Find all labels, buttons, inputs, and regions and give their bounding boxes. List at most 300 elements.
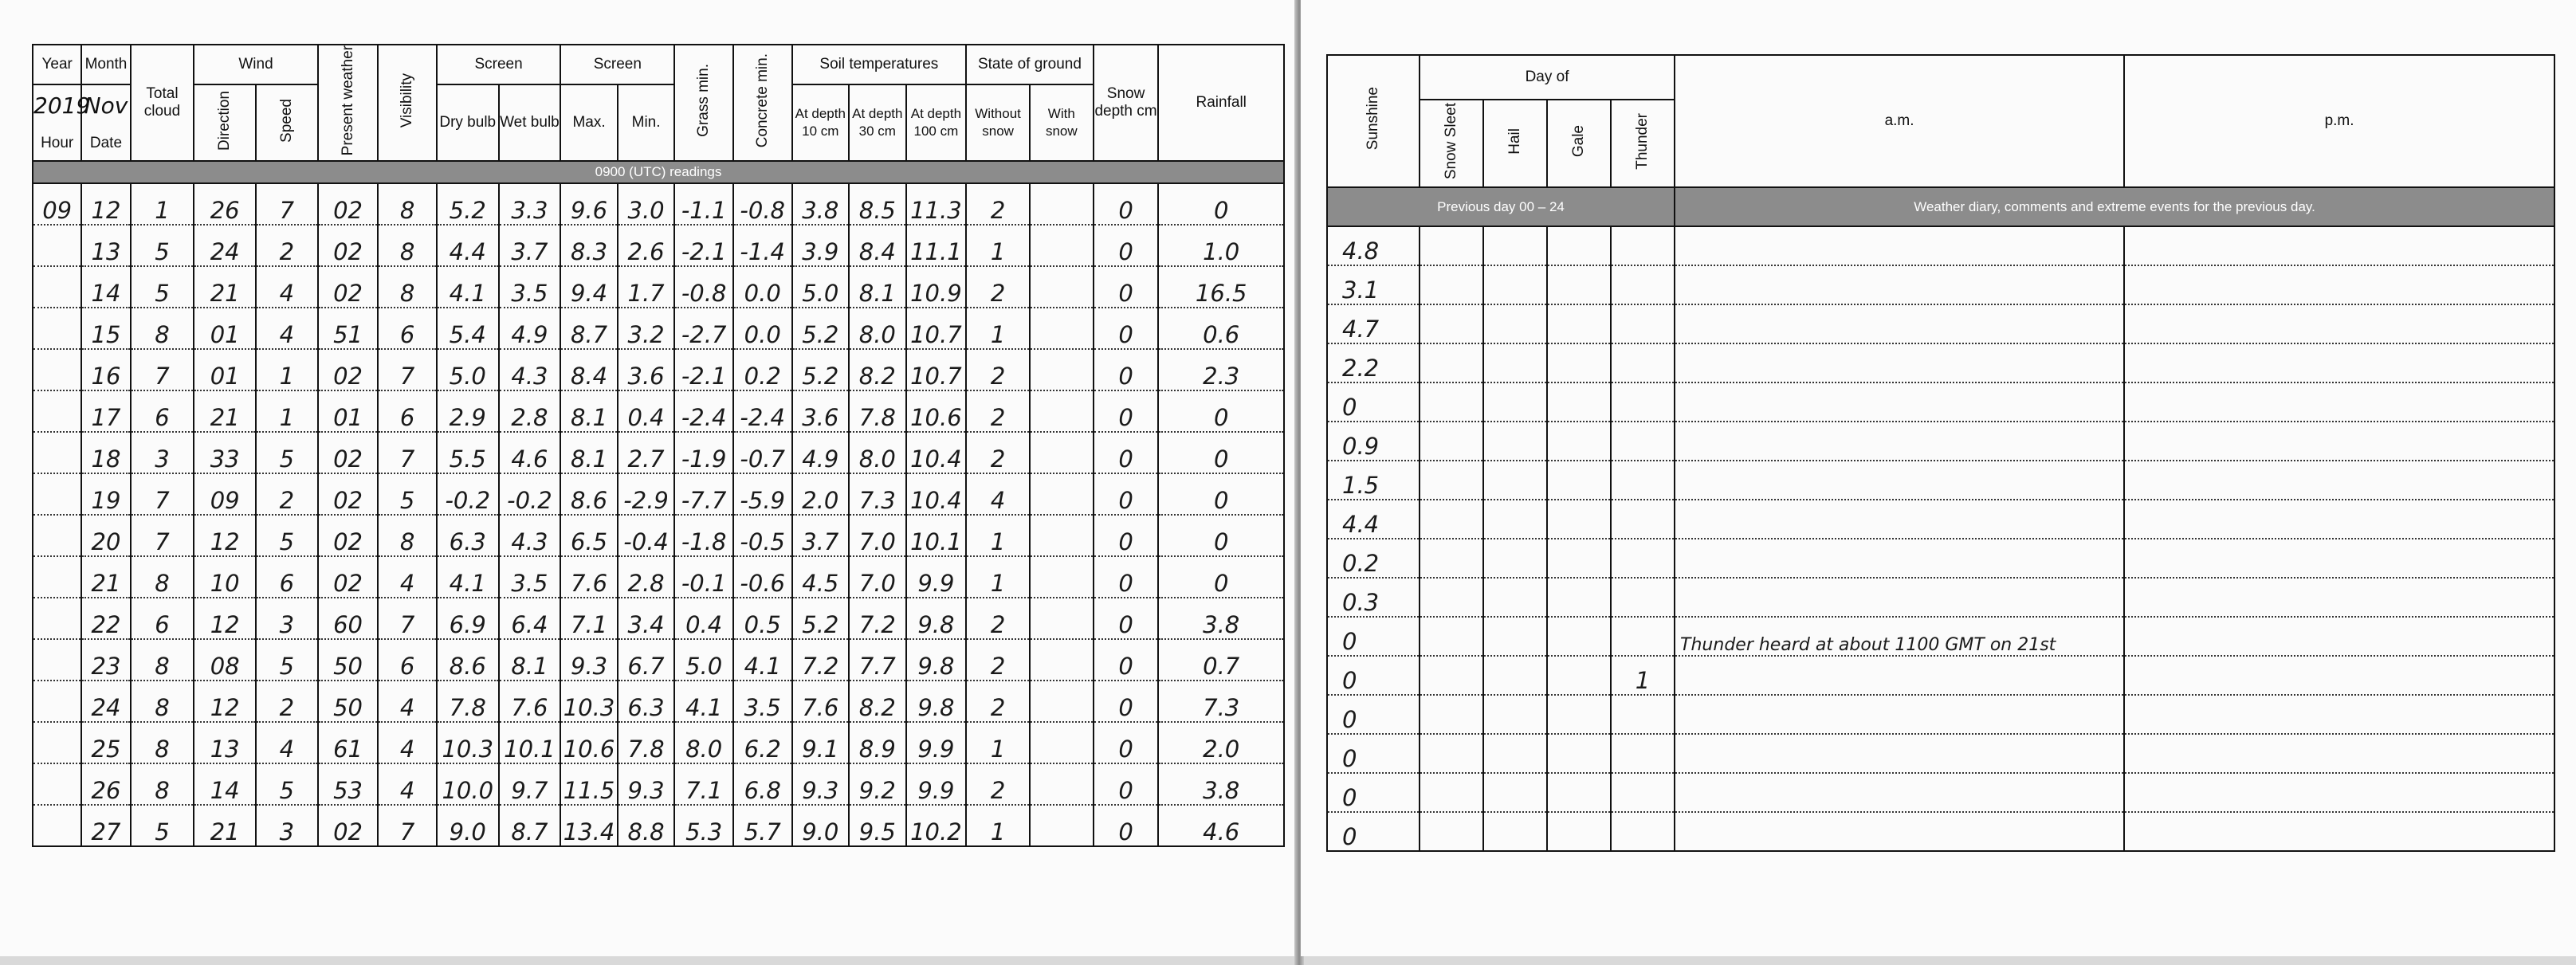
- rainfall-cell: 0: [1158, 390, 1284, 432]
- month-value: Nov: [81, 84, 130, 126]
- wind-direction-cell: 21: [194, 805, 256, 846]
- soil-30cm-cell: 9.2: [849, 763, 906, 805]
- observations-table: [32, 44, 1285, 847]
- soil-10cm-cell: 4.9: [792, 432, 850, 473]
- wind-direction-cell: 12: [194, 681, 256, 722]
- visibility-cell: 4: [378, 556, 437, 598]
- soil-30cm-cell: 8.2: [849, 349, 906, 390]
- wet-bulb-header: Wet bulb: [499, 84, 561, 161]
- snow-sleet-cell: [1420, 265, 1483, 304]
- table-row: [33, 805, 1284, 846]
- snow-sleet-cell: [1420, 773, 1483, 812]
- hail-cell: [1483, 461, 1547, 500]
- present-weather-cell: 50: [318, 639, 379, 681]
- thunder-cell: [1611, 539, 1675, 578]
- table-row: [33, 639, 1284, 681]
- ground-with-snow-cell: [1030, 349, 1094, 390]
- am-note-cell: [1675, 422, 2124, 461]
- hour-cell: [33, 805, 81, 846]
- concrete-min-cell: 4.1: [733, 639, 792, 681]
- rainfall-cell: 3.8: [1158, 598, 1284, 639]
- table-row: [33, 681, 1284, 722]
- snow-depth-cell: 0: [1094, 266, 1159, 308]
- wind-speed-cell: 3: [256, 805, 318, 846]
- snow-depth-cell: 0: [1094, 639, 1159, 681]
- state-of-ground-header: State of ground: [966, 45, 1093, 84]
- screen-max-cell: 8.7: [560, 308, 618, 349]
- date-cell: 18: [81, 432, 130, 473]
- hour-cell: [33, 722, 81, 763]
- sunshine-header: Sunshine: [1327, 55, 1420, 187]
- wind-direction-cell: 09: [194, 473, 256, 515]
- pm-note-cell: [2124, 617, 2554, 656]
- soil-30cm-cell: 7.8: [849, 390, 906, 432]
- soil-10cm-cell: 3.7: [792, 515, 850, 556]
- pm-note-cell: [2124, 422, 2554, 461]
- wet-bulb-cell: 4.6: [499, 432, 561, 473]
- snow-depth-cell: 0: [1094, 225, 1159, 266]
- soil-30cm-cell: 8.5: [849, 183, 906, 225]
- present-weather-cell: 61: [318, 722, 379, 763]
- hail-cell: [1483, 265, 1547, 304]
- wind-speed-cell: 2: [256, 473, 318, 515]
- total-cloud-cell: 5: [131, 805, 194, 846]
- hour-header: Hour: [33, 126, 81, 161]
- wet-bulb-cell: 3.7: [499, 225, 561, 266]
- snow-depth-cell: 0: [1094, 390, 1159, 432]
- present-weather-cell: 01: [318, 390, 379, 432]
- soil-100cm-cell: 9.8: [906, 681, 967, 722]
- thunder-cell: [1611, 500, 1675, 539]
- pm-note-cell: [2124, 734, 2554, 773]
- date-cell: 24: [81, 681, 130, 722]
- screen-max-cell: 9.4: [560, 266, 618, 308]
- table-row: [33, 763, 1284, 805]
- table-row: [33, 308, 1284, 349]
- screen-min-cell: -2.9: [618, 473, 675, 515]
- dry-bulb-cell: 10.0: [437, 763, 499, 805]
- wind-direction-cell: 13: [194, 722, 256, 763]
- ground-without-snow-cell: 2: [966, 598, 1030, 639]
- table-row: [33, 722, 1284, 763]
- screen-max-cell: 11.5: [560, 763, 618, 805]
- wind-direction-cell: 21: [194, 390, 256, 432]
- thunder-cell: [1611, 695, 1675, 734]
- concrete-min-cell: -0.6: [733, 556, 792, 598]
- concrete-min-cell: -0.5: [733, 515, 792, 556]
- diary-body: [1327, 226, 2554, 851]
- pm-note-cell: [2124, 695, 2554, 734]
- concrete-min-cell: 5.7: [733, 805, 792, 846]
- without-snow-header: Without snow: [966, 84, 1030, 161]
- table-row: [1327, 304, 2554, 343]
- dry-bulb-cell: 5.2: [437, 183, 499, 225]
- sunshine-cell: 4.4: [1327, 500, 1420, 539]
- am-note-cell: [1675, 461, 2124, 500]
- rainfall-cell: 0: [1158, 183, 1284, 225]
- dry-bulb-header: Dry bulb: [437, 84, 499, 161]
- concrete-min-cell: -1.4: [733, 225, 792, 266]
- ground-without-snow-cell: 1: [966, 515, 1030, 556]
- visibility-cell: 8: [378, 266, 437, 308]
- visibility-cell: 6: [378, 308, 437, 349]
- present-weather-cell: 02: [318, 473, 379, 515]
- date-cell: 22: [81, 598, 130, 639]
- hail-cell: [1483, 343, 1547, 382]
- soil-100cm-cell: 9.9: [906, 722, 967, 763]
- wind-header: Wind: [194, 45, 317, 84]
- hail-cell: [1483, 773, 1547, 812]
- wind-speed-cell: 5: [256, 763, 318, 805]
- thunder-header: Thunder: [1611, 100, 1675, 187]
- total-cloud-cell: 3: [131, 432, 194, 473]
- am-note-cell: [1675, 656, 2124, 695]
- present-weather-cell: 50: [318, 681, 379, 722]
- wet-bulb-cell: 4.3: [499, 515, 561, 556]
- sunshine-cell: 0.3: [1327, 578, 1420, 617]
- screen-min-cell: 7.8: [618, 722, 675, 763]
- ground-with-snow-cell: [1030, 266, 1094, 308]
- gale-cell: [1547, 226, 1611, 265]
- table-row: [1327, 578, 2554, 617]
- dry-bulb-cell: 8.6: [437, 639, 499, 681]
- grass-min-cell: 8.0: [674, 722, 733, 763]
- screen-min-cell: 1.7: [618, 266, 675, 308]
- visibility-cell: 4: [378, 763, 437, 805]
- wind-direction-cell: 33: [194, 432, 256, 473]
- pm-note-cell: [2124, 461, 2554, 500]
- present-weather-cell: 02: [318, 266, 379, 308]
- wind-speed-cell: 4: [256, 308, 318, 349]
- wind-speed-cell: 1: [256, 390, 318, 432]
- pm-header: p.m.: [2124, 55, 2554, 187]
- hail-cell: [1483, 539, 1547, 578]
- snow-sleet-cell: [1420, 500, 1483, 539]
- gale-cell: [1547, 422, 1611, 461]
- screen-min-cell: -0.4: [618, 515, 675, 556]
- rainfall-cell: 0: [1158, 432, 1284, 473]
- ground-with-snow-cell: [1030, 183, 1094, 225]
- sunshine-cell: 4.8: [1327, 226, 1420, 265]
- snow-depth-cell: 0: [1094, 183, 1159, 225]
- date-cell: 14: [81, 266, 130, 308]
- snow-depth-header: Snow depth cm: [1094, 45, 1159, 161]
- sunshine-cell: 1.5: [1327, 461, 1420, 500]
- soil-30cm-cell: 7.0: [849, 556, 906, 598]
- snow-depth-cell: 0: [1094, 556, 1159, 598]
- sunshine-cell: 0: [1327, 656, 1420, 695]
- ground-without-snow-cell: 1: [966, 225, 1030, 266]
- screen-max-cell: 9.6: [560, 183, 618, 225]
- hail-cell: [1483, 422, 1547, 461]
- hail-cell: [1483, 734, 1547, 773]
- gale-cell: [1547, 539, 1611, 578]
- wet-bulb-cell: 8.7: [499, 805, 561, 846]
- snow-depth-cell: 0: [1094, 722, 1159, 763]
- visibility-cell: 4: [378, 722, 437, 763]
- sunshine-cell: 0: [1327, 812, 1420, 851]
- table-row: [1327, 773, 2554, 812]
- wet-bulb-cell: 6.4: [499, 598, 561, 639]
- date-cell: 21: [81, 556, 130, 598]
- date-cell: 12: [81, 183, 130, 225]
- ground-without-snow-cell: 2: [966, 266, 1030, 308]
- screen-min-cell: 0.4: [618, 390, 675, 432]
- wet-bulb-cell: 3.5: [499, 556, 561, 598]
- concrete-min-cell: 6.8: [733, 763, 792, 805]
- visibility-header: Visibility: [378, 45, 437, 161]
- am-note-cell: [1675, 382, 2124, 422]
- snow-depth-cell: 0: [1094, 598, 1159, 639]
- ground-with-snow-cell: [1030, 639, 1094, 681]
- total-cloud-cell: 8: [131, 556, 194, 598]
- soil-100cm-cell: 9.8: [906, 598, 967, 639]
- dry-bulb-cell: 7.8: [437, 681, 499, 722]
- date-cell: 27: [81, 805, 130, 846]
- hour-cell: [33, 390, 81, 432]
- present-weather-cell: 60: [318, 598, 379, 639]
- soil-30cm-cell: 8.0: [849, 432, 906, 473]
- hail-cell: [1483, 695, 1547, 734]
- pm-note-cell: [2124, 773, 2554, 812]
- snow-sleet-cell: [1420, 382, 1483, 422]
- soil-100cm-cell: 10.7: [906, 349, 967, 390]
- hour-cell: 09: [33, 183, 81, 225]
- soil-30cm-cell: 8.1: [849, 266, 906, 308]
- dry-bulb-cell: 4.1: [437, 266, 499, 308]
- present-weather-cell: 02: [318, 349, 379, 390]
- screen-max-cell: 10.3: [560, 681, 618, 722]
- hour-cell: [33, 681, 81, 722]
- total-cloud-cell: 8: [131, 308, 194, 349]
- am-note-cell: [1675, 578, 2124, 617]
- soil-10cm-cell: 4.5: [792, 556, 850, 598]
- table-row: [33, 183, 1284, 225]
- ground-with-snow-cell: [1030, 556, 1094, 598]
- concrete-min-cell: 3.5: [733, 681, 792, 722]
- speed-header: Speed: [256, 84, 318, 161]
- total-cloud-cell: 7: [131, 473, 194, 515]
- screen-header-1: Screen: [437, 45, 560, 84]
- hail-cell: [1483, 656, 1547, 695]
- gale-cell: [1547, 695, 1611, 734]
- soil-10cm-cell: 9.0: [792, 805, 850, 846]
- pm-note-cell: [2124, 500, 2554, 539]
- soil-100cm-cell: 10.2: [906, 805, 967, 846]
- wind-direction-cell: 08: [194, 639, 256, 681]
- wind-speed-cell: 3: [256, 598, 318, 639]
- snow-sleet-cell: [1420, 578, 1483, 617]
- soil-100cm-cell: 10.4: [906, 473, 967, 515]
- soil-100cm-cell: 9.8: [906, 639, 967, 681]
- total-cloud-cell: 6: [131, 390, 194, 432]
- table-row: [1327, 382, 2554, 422]
- sunshine-cell: 3.1: [1327, 265, 1420, 304]
- grass-min-cell: -1.9: [674, 432, 733, 473]
- concrete-min-cell: 0.0: [733, 266, 792, 308]
- soil-30cm-cell: 8.0: [849, 308, 906, 349]
- soil-100cm-cell: 11.1: [906, 225, 967, 266]
- snow-depth-cell: 0: [1094, 308, 1159, 349]
- grass-min-cell: -2.4: [674, 390, 733, 432]
- hour-cell: [33, 473, 81, 515]
- ground-without-snow-cell: 1: [966, 722, 1030, 763]
- soil-10cm-cell: 3.6: [792, 390, 850, 432]
- table-row: [1327, 500, 2554, 539]
- screen-min-cell: 3.0: [618, 183, 675, 225]
- soil-10cm-cell: 5.2: [792, 598, 850, 639]
- soil-100cm-cell: 10.6: [906, 390, 967, 432]
- sunshine-cell: 4.7: [1327, 304, 1420, 343]
- soil-30cm-cell: 7.0: [849, 515, 906, 556]
- total-cloud-cell: 5: [131, 266, 194, 308]
- soil-30cm-cell: 7.2: [849, 598, 906, 639]
- date-cell: 25: [81, 722, 130, 763]
- screen-min-cell: 2.7: [618, 432, 675, 473]
- hour-cell: [33, 266, 81, 308]
- ground-without-snow-cell: 2: [966, 390, 1030, 432]
- screen-min-cell: 8.8: [618, 805, 675, 846]
- total-cloud-cell: 7: [131, 349, 194, 390]
- screen-max-cell: 8.1: [560, 432, 618, 473]
- screen-max-cell: 7.6: [560, 556, 618, 598]
- wind-speed-cell: 1: [256, 349, 318, 390]
- wet-bulb-cell: 3.3: [499, 183, 561, 225]
- pm-note-cell: [2124, 382, 2554, 422]
- present-weather-cell: 02: [318, 225, 379, 266]
- screen-min-cell: 3.2: [618, 308, 675, 349]
- grass-min-cell: 7.1: [674, 763, 733, 805]
- thunder-cell: [1611, 812, 1675, 851]
- wet-bulb-cell: 9.7: [499, 763, 561, 805]
- grass-min-cell: 0.4: [674, 598, 733, 639]
- gale-cell: [1547, 382, 1611, 422]
- thunder-cell: [1611, 617, 1675, 656]
- rainfall-cell: 2.0: [1158, 722, 1284, 763]
- date-cell: 16: [81, 349, 130, 390]
- sunshine-cell: 0: [1327, 695, 1420, 734]
- grass-min-cell: 4.1: [674, 681, 733, 722]
- wet-bulb-cell: 10.1: [499, 722, 561, 763]
- thunder-cell: [1611, 226, 1675, 265]
- concrete-min-header: Concrete min.: [733, 45, 792, 161]
- table-row: [1327, 812, 2554, 851]
- left-page: [0, 0, 1298, 956]
- pm-note-cell: [2124, 812, 2554, 851]
- sunshine-cell: 0.2: [1327, 539, 1420, 578]
- dry-bulb-cell: 6.9: [437, 598, 499, 639]
- concrete-min-cell: 0.2: [733, 349, 792, 390]
- table-row: [1327, 422, 2554, 461]
- hail-cell: [1483, 382, 1547, 422]
- dry-bulb-cell: 6.3: [437, 515, 499, 556]
- hail-cell: [1483, 578, 1547, 617]
- screen-max-cell: 10.6: [560, 722, 618, 763]
- visibility-cell: 7: [378, 432, 437, 473]
- visibility-cell: 5: [378, 473, 437, 515]
- hail-cell: [1483, 500, 1547, 539]
- hour-cell: [33, 432, 81, 473]
- soil-30cm-cell: 8.9: [849, 722, 906, 763]
- ground-without-snow-cell: 4: [966, 473, 1030, 515]
- wind-speed-cell: 5: [256, 515, 318, 556]
- screen-header-2: Screen: [560, 45, 674, 84]
- date-cell: 15: [81, 308, 130, 349]
- previous-day-band: Previous day 00 – 24: [1327, 187, 1675, 226]
- wind-direction-cell: 21: [194, 266, 256, 308]
- concrete-min-cell: -5.9: [733, 473, 792, 515]
- screen-min-cell: 3.6: [618, 349, 675, 390]
- grass-min-cell: 5.3: [674, 805, 733, 846]
- wind-direction-cell: 12: [194, 515, 256, 556]
- soil-30cm-cell: 7.7: [849, 639, 906, 681]
- am-note-cell: [1675, 343, 2124, 382]
- depth-100cm-header: At depth 100 cm: [906, 84, 967, 161]
- snow-sleet-cell: [1420, 422, 1483, 461]
- gale-cell: [1547, 734, 1611, 773]
- screen-max-cell: 9.3: [560, 639, 618, 681]
- present-weather-cell: 02: [318, 183, 379, 225]
- hour-cell: [33, 308, 81, 349]
- present-weather-cell: 02: [318, 556, 379, 598]
- gale-cell: [1547, 343, 1611, 382]
- wet-bulb-cell: 3.5: [499, 266, 561, 308]
- concrete-min-cell: -0.8: [733, 183, 792, 225]
- rainfall-cell: 0: [1158, 515, 1284, 556]
- thunder-cell: [1611, 734, 1675, 773]
- snow-sleet-cell: [1420, 539, 1483, 578]
- ground-with-snow-cell: [1030, 225, 1094, 266]
- snow-sleet-cell: [1420, 304, 1483, 343]
- snow-sleet-cell: [1420, 343, 1483, 382]
- table-row: [1327, 539, 2554, 578]
- hour-cell: [33, 225, 81, 266]
- grass-min-cell: 5.0: [674, 639, 733, 681]
- wind-speed-cell: 5: [256, 432, 318, 473]
- screen-min-cell: 6.7: [618, 639, 675, 681]
- soil-100cm-cell: 10.1: [906, 515, 967, 556]
- snow-sleet-header: Snow Sleet: [1420, 100, 1483, 187]
- present-weather-cell: 02: [318, 515, 379, 556]
- gale-cell: [1547, 812, 1611, 851]
- hour-cell: [33, 763, 81, 805]
- depth-10cm-header: At depth 10 cm: [792, 84, 850, 161]
- wet-bulb-cell: 4.9: [499, 308, 561, 349]
- visibility-cell: 7: [378, 349, 437, 390]
- screen-min-cell: 9.3: [618, 763, 675, 805]
- total-cloud-header: Total cloud: [131, 45, 194, 161]
- gale-cell: [1547, 500, 1611, 539]
- soil-10cm-cell: 5.2: [792, 349, 850, 390]
- grass-min-cell: -2.1: [674, 225, 733, 266]
- soil-temperatures-header: Soil temperatures: [792, 45, 967, 84]
- table-row: [33, 515, 1284, 556]
- soil-100cm-cell: 9.9: [906, 763, 967, 805]
- pm-note-cell: [2124, 578, 2554, 617]
- concrete-min-cell: 6.2: [733, 722, 792, 763]
- diary-band: Weather diary, comments and extreme events for the previous day.: [1675, 187, 2554, 226]
- dry-bulb-cell: 4.4: [437, 225, 499, 266]
- year-header: Year: [33, 45, 81, 84]
- visibility-cell: 8: [378, 225, 437, 266]
- sunshine-cell: 2.2: [1327, 343, 1420, 382]
- date-cell: 13: [81, 225, 130, 266]
- soil-30cm-cell: 7.3: [849, 473, 906, 515]
- snow-sleet-cell: [1420, 656, 1483, 695]
- date-cell: 17: [81, 390, 130, 432]
- hail-cell: [1483, 617, 1547, 656]
- date-cell: 26: [81, 763, 130, 805]
